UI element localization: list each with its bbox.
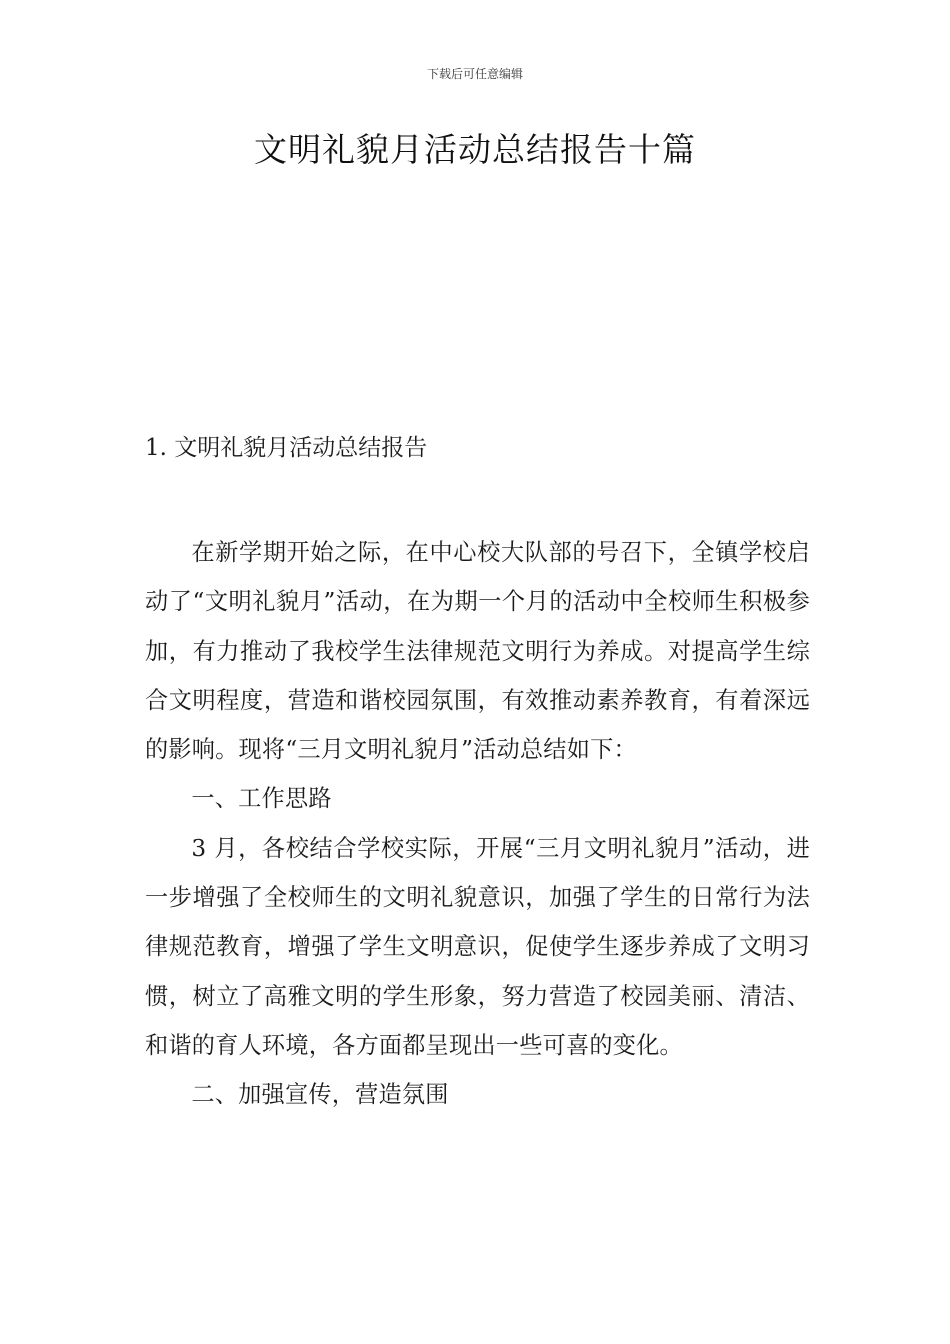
body-paragraph-march: 3 月，各校结合学校实际，开展“三月文明礼貌月”活动，进一步增强了全校师生的文明礼貌意识，加强了学生的日常行为法律规范教育，增强了学生文明意识，促使学生逐步养成了文明习惯，树立了高雅文明的学生形象，努力营造了校园美丽、清洁、和谐的育人环境，各方面都呈现出一些可喜的变化。 (145, 834, 810, 1059)
body-subheading-promotion: 二、加强宣传，营造氛围 (191, 1081, 449, 1109)
body-subheading-work-approach: 一、工作思路 (191, 785, 332, 813)
body-paragraph-intro: 在新学期开始之际，在中心校大队部的号召下，全镇学校启动了“文明礼貌月”活动，在为期一个月的活动中全校师生积极参加，有力推动了我校学生法律规范文明行为养成。对提高学生综合文明程度，营造和谐校园氛围，有效推动素养教育，有着深远的影响。现将“三月文明礼貌月”活动总结如下： (145, 539, 810, 764)
document-title: 文明礼貌月活动总结报告十篇 (254, 130, 696, 169)
header-note: 下载后可任意编辑 (426, 67, 523, 81)
document-body (145, 528, 810, 1120)
section-heading: 1. 文明礼貌月活动总结报告 (145, 435, 428, 461)
